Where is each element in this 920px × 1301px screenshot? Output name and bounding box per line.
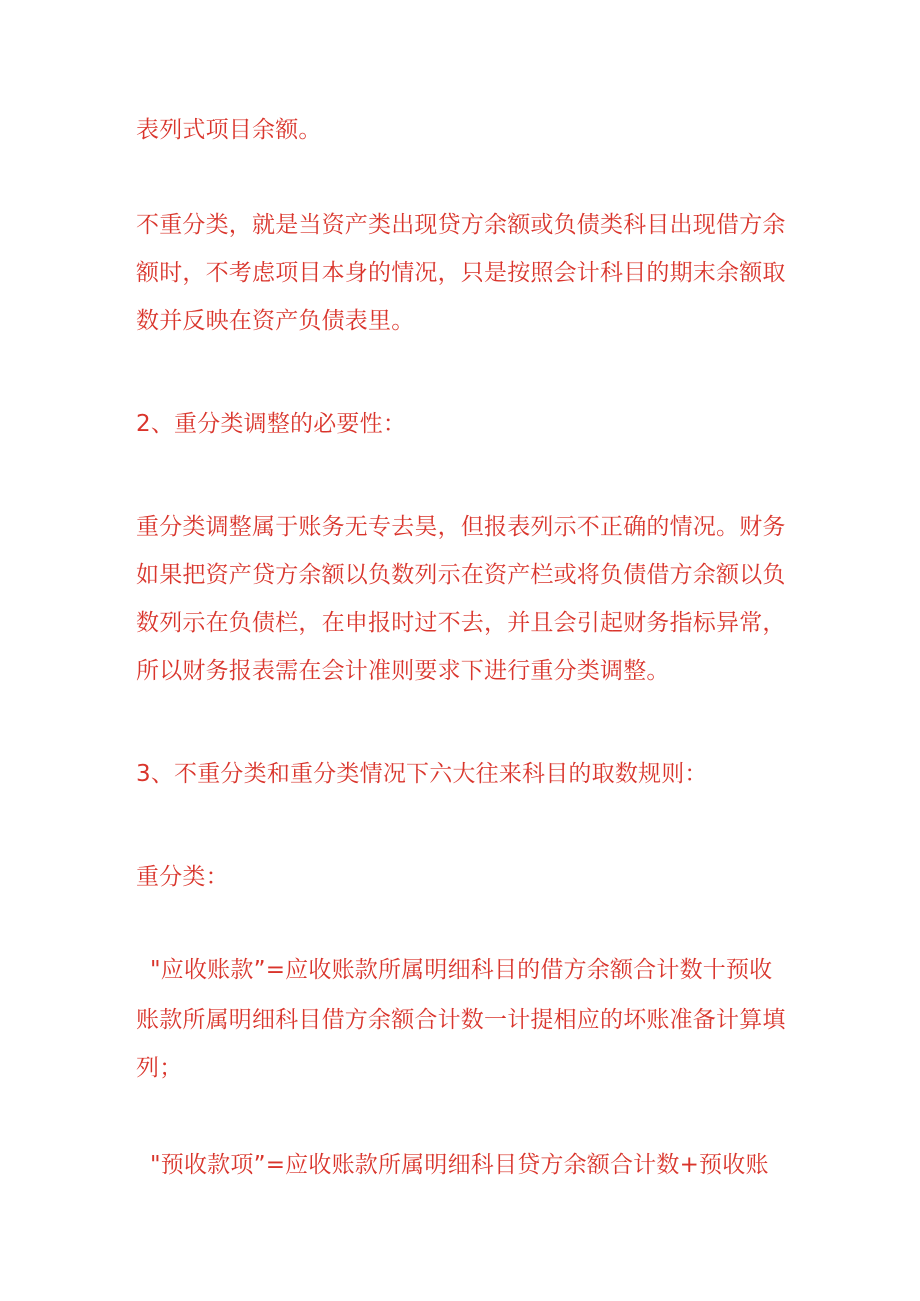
section-heading-2: 2、重分类调整的必要性： xyxy=(136,411,407,437)
paragraph-line-12: "预收款项”=应收账款所属明细科目贷方余额合计数+预收账 xyxy=(150,1152,769,1178)
section-heading-3: 3、不重分类和重分类情况下六大往来科目的取数规则： xyxy=(136,761,708,787)
paragraph-line-9: "应收账款”=应收账款所属明细科目的借方余额合计数十预收 xyxy=(150,957,773,983)
paragraph-line-8: 所以财务报表需在会计准则要求下进行重分类调整。 xyxy=(136,658,670,684)
paragraph-line-1: 表列式项目余额。 xyxy=(136,117,322,143)
paragraph-line-11: 列； xyxy=(136,1055,183,1081)
paragraph-line-10: 账款所属明细科目借方余额合计数一计提相应的坏账准备计算填 xyxy=(136,1007,786,1033)
paragraph-line-2: 不重分类，就是当资产类出现贷方余额或负债类科目出现借方余 xyxy=(136,212,786,238)
paragraph-line-4: 数并反映在资产负债表里。 xyxy=(136,308,415,334)
paragraph-line-3: 额时，不考虑项目本身的情况，只是按照会计科目的期末余额取 xyxy=(136,260,786,286)
paragraph-line-5: 重分类调整属于账务无专去昊，但报表列示不正确的情况。财务 xyxy=(136,514,786,540)
subheading-reclassification: 重分类： xyxy=(136,864,229,890)
paragraph-line-6: 如果把资产贷方余额以负数列示在资产栏或将负债借方余额以负 xyxy=(136,562,786,588)
paragraph-line-7: 数列示在负债栏，在申报时过不去，并且会引起财务指标异常， xyxy=(136,610,786,636)
